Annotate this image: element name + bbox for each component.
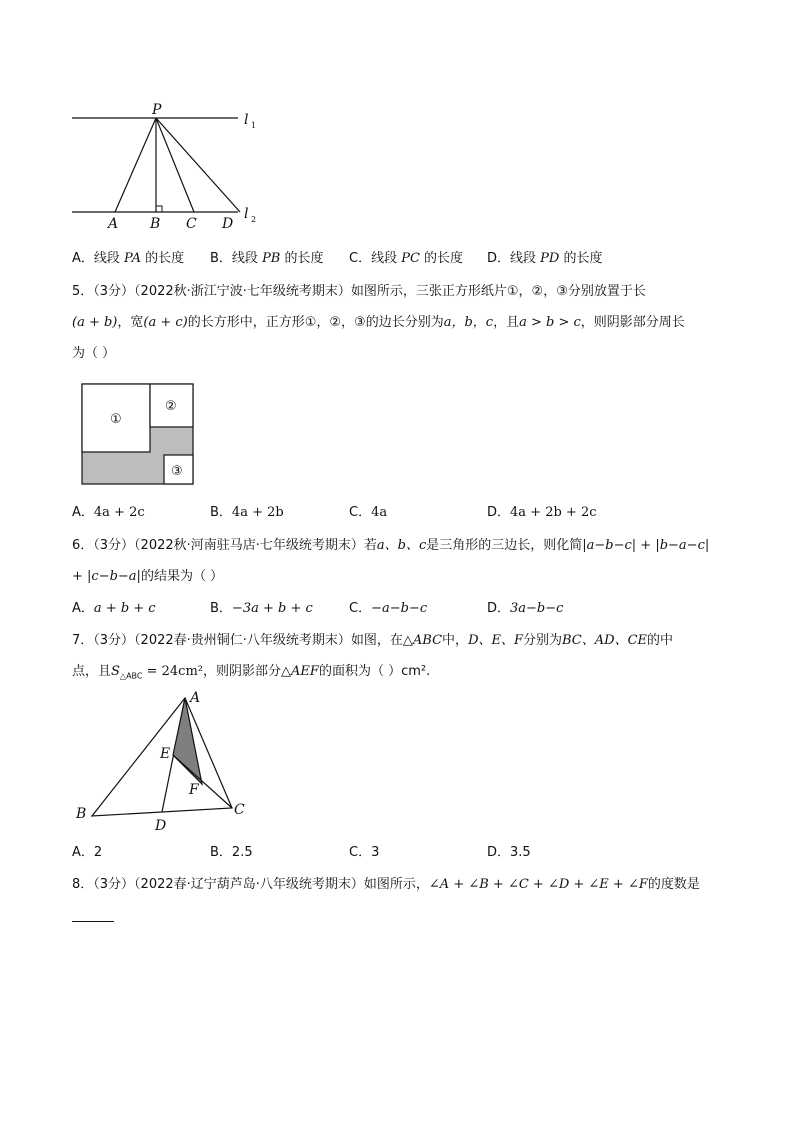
q5-stem-line1: 5．（3分）（2022秋·浙江宁波·七年级统考期末）如图所示，三张正方形纸片①，②，③分别放置于长 xyxy=(72,284,646,299)
q4-option-b[interactable]: B．线段 PB 的长度 xyxy=(210,251,324,266)
q5-option-d[interactable]: D．4a + 2b + 2c xyxy=(487,505,597,520)
q4-option-c[interactable]: C．线段 PC 的长度 xyxy=(349,251,464,266)
tri-label-C: C xyxy=(234,802,245,818)
figure-perpendicular-lines xyxy=(60,100,280,235)
q5-stem-line3: 为（ ） xyxy=(72,346,116,361)
q6-option-b[interactable]: B．−3a + b + c xyxy=(210,601,313,616)
q7-stem-line1: 7．（3分）（2022春·贵州铜仁·八年级统考期末）如图，在△ABC中，D、E、F分别为BC、AD、CE的中 xyxy=(72,633,674,648)
q7-option-d[interactable]: D．3.5 xyxy=(487,845,531,860)
figure-triangle-aef xyxy=(70,688,260,833)
tri-label-B: B xyxy=(76,806,87,822)
square-1-label: ① xyxy=(110,412,122,427)
q6-stem-line1: 6．（3分）（2022秋·河南驻马店·七年级统考期末）若a、b、c是三角形的三边长，则化简|a−b−c| + |b−a−c| xyxy=(72,538,710,553)
label-l1-sub: 1 xyxy=(251,121,257,130)
q6-stem-line2: + |c−b−a|的结果为（ ） xyxy=(72,569,224,584)
label-C: C xyxy=(186,216,197,232)
label-A: A xyxy=(108,216,119,232)
label-B: B xyxy=(150,216,161,232)
q6-option-c[interactable]: C．−a−b−c xyxy=(349,601,428,616)
q8-stem-line1: 8．（3分）（2022春·辽宁葫芦岛·八年级统考期末）如图所示，∠A + ∠B + ∠C + ∠D + ∠E + ∠F的度数是 xyxy=(72,877,700,892)
label-l1: l xyxy=(244,112,249,128)
q7-option-c[interactable]: C．3 xyxy=(349,845,380,860)
q7-option-a[interactable]: A．2 xyxy=(72,845,103,860)
answer-blank[interactable] xyxy=(72,921,114,922)
q5-option-a[interactable]: A．4a + 2c xyxy=(72,505,145,520)
q5-option-c[interactable]: C．4a xyxy=(349,505,388,520)
q6-option-a[interactable]: A．a + b + c xyxy=(72,601,156,616)
q5-option-b[interactable]: B．4a + 2b xyxy=(210,505,284,520)
q7-option-b[interactable]: B．2.5 xyxy=(210,845,253,860)
q4-option-d[interactable]: D．线段 PD 的长度 xyxy=(487,251,603,266)
label-l2: l xyxy=(244,206,249,222)
tri-label-D: D xyxy=(155,818,167,833)
label-P: P xyxy=(152,102,162,118)
tri-label-A: A xyxy=(190,690,201,706)
q7-stem-line2: 点，且$S_{\triangle ABC} = 24cm^2$，则阴影部分△AEF的面积为（ ）cm². xyxy=(72,664,431,681)
square-2-label: ② xyxy=(165,399,177,414)
figure-squares xyxy=(80,382,196,488)
label-D: D xyxy=(222,216,234,232)
square-3-label: ③ xyxy=(171,464,183,479)
q5-stem-line2: (a + b)，宽(a + c)的长方形中，正方形①，②，③的边长分别为a，b，c，且a > b > c，则阴影部分周长 xyxy=(72,315,685,330)
q6-option-d[interactable]: D．3a−b−c xyxy=(487,601,564,616)
label-l2-sub: 2 xyxy=(251,215,257,224)
tri-label-E: E xyxy=(160,746,171,762)
q4-option-a[interactable]: A．线段 PA 的长度 xyxy=(72,251,185,266)
tri-label-F: F xyxy=(189,782,199,798)
